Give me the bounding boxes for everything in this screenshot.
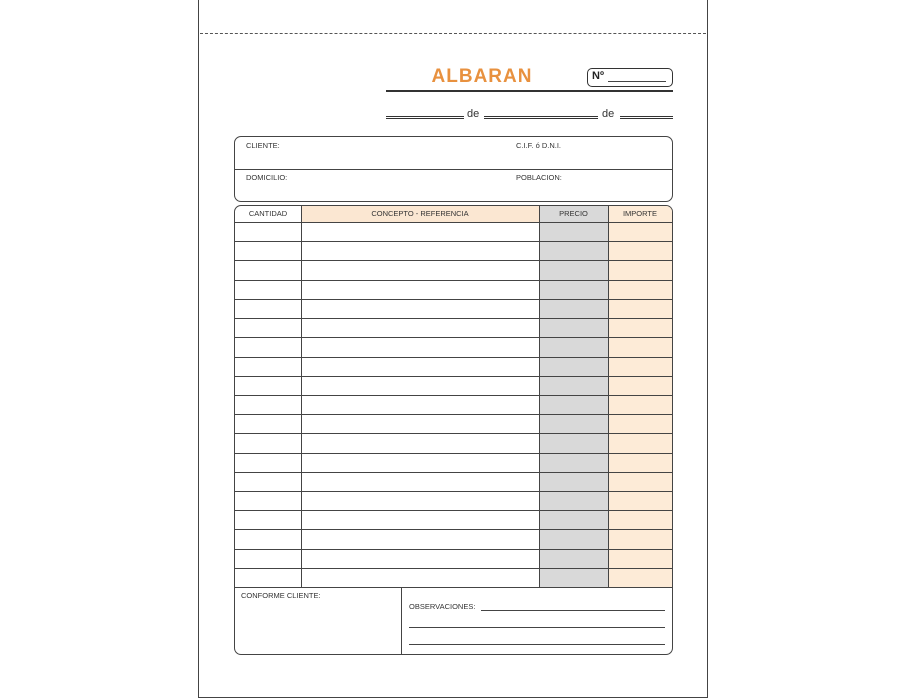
number-label: Nº xyxy=(592,70,604,82)
table-row[interactable] xyxy=(235,241,672,260)
number-line xyxy=(608,81,666,82)
client-divider xyxy=(235,169,672,170)
date-year-line[interactable] xyxy=(620,116,673,119)
observaciones-line-2[interactable] xyxy=(409,627,665,628)
date-month-line[interactable] xyxy=(484,116,598,119)
document-title: ALBARAN xyxy=(431,66,533,87)
items-table xyxy=(234,205,673,655)
table-row[interactable] xyxy=(235,357,672,376)
poblacion-label: POBLACION: xyxy=(516,173,562,182)
number-field[interactable] xyxy=(587,68,673,87)
footer-divider xyxy=(401,587,402,655)
title-underline xyxy=(386,90,673,92)
table-row[interactable] xyxy=(235,472,672,491)
table-row[interactable] xyxy=(235,549,672,568)
table-row[interactable] xyxy=(235,453,672,472)
header-importe: IMPORTE xyxy=(622,209,658,218)
table-row[interactable] xyxy=(235,222,672,241)
date-day-line[interactable] xyxy=(386,116,464,119)
perforation-line xyxy=(200,33,706,34)
cliente-label: CLIENTE: xyxy=(246,141,280,150)
table-row[interactable] xyxy=(235,510,672,529)
table-row[interactable] xyxy=(235,376,672,395)
date-de-2: de xyxy=(602,108,615,120)
conforme-label: CONFORME CLIENTE: xyxy=(241,591,321,600)
table-row[interactable] xyxy=(235,260,672,279)
observaciones-line-1[interactable] xyxy=(481,610,665,611)
cif-label: C.I.F. ó D.N.I. xyxy=(516,141,562,150)
header-concepto: CONCEPTO - REFERENCIA xyxy=(371,209,469,218)
client-box xyxy=(234,136,673,202)
table-row[interactable] xyxy=(235,318,672,337)
table-row[interactable] xyxy=(235,414,672,433)
table-row[interactable] xyxy=(235,280,672,299)
observaciones-label: OBSERVACIONES: xyxy=(409,602,476,611)
table-row[interactable] xyxy=(235,337,672,356)
date-de-1: de xyxy=(467,108,480,120)
domicilio-label: DOMICILIO: xyxy=(246,173,288,182)
table-row[interactable] xyxy=(235,529,672,548)
header-cantidad: CANTIDAD xyxy=(248,209,288,218)
observaciones-line-3[interactable] xyxy=(409,644,665,645)
table-row[interactable] xyxy=(235,568,672,587)
header-precio: PRECIO xyxy=(559,209,588,218)
table-bottom-rule xyxy=(235,587,672,588)
table-row[interactable] xyxy=(235,433,672,452)
table-row[interactable] xyxy=(235,395,672,414)
table-row[interactable] xyxy=(235,299,672,318)
table-row[interactable] xyxy=(235,491,672,510)
